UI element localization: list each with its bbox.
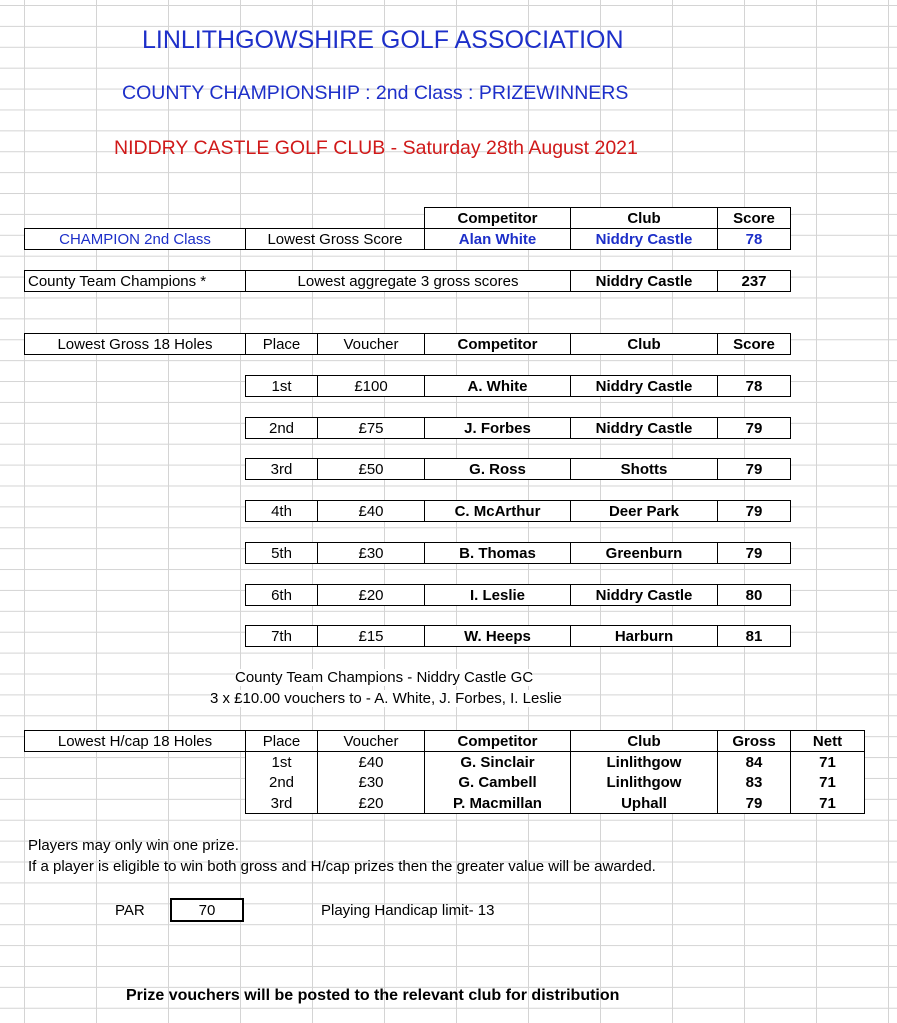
champion-score: 78 xyxy=(717,228,791,250)
hcap-voucher: £30 xyxy=(358,774,384,791)
hcap-gross: 84 xyxy=(745,753,763,771)
gross-club: Harburn xyxy=(570,625,718,647)
gross-competitor: I. Leslie xyxy=(424,584,571,606)
gross-club: Shotts xyxy=(570,458,718,480)
venue-date: NIDDRY CASTLE GOLF CLUB - Saturday 28th August 2021 xyxy=(114,137,638,159)
champion-header-club: Club xyxy=(570,207,718,229)
gross-score: 80 xyxy=(717,584,791,606)
gross-score: 78 xyxy=(717,375,791,397)
gross-table-label: Lowest Gross 18 Holes xyxy=(24,333,246,355)
gross-voucher: £30 xyxy=(317,542,425,564)
hcap-place: 1st xyxy=(271,753,292,771)
gross-voucher: £20 xyxy=(317,584,425,606)
hcap-club: Linlithgow xyxy=(606,774,682,791)
gross-competitor: W. Heeps xyxy=(424,625,571,647)
hcap-table-label: Lowest H/cap 18 Holes xyxy=(24,730,246,752)
footer-note: Prize vouchers will be posted to the relevant club for distribution xyxy=(126,987,620,1004)
gross-header-place: Place xyxy=(245,333,318,355)
gross-competitor: A. White xyxy=(424,375,571,397)
page-subtitle: COUNTY CHAMPIONSHIP : 2nd Class : PRIZEWINNERS xyxy=(122,82,629,104)
hcap-gross: 83 xyxy=(745,774,763,791)
gross-score: 79 xyxy=(717,417,791,439)
team-club: Niddry Castle xyxy=(570,270,718,292)
gross-voucher: £75 xyxy=(317,417,425,439)
gross-competitor: J. Forbes xyxy=(424,417,571,439)
gross-competitor: C. McArthur xyxy=(424,500,571,522)
hcap-place: 2nd xyxy=(268,774,295,791)
hcap-competitor: P. Macmillan xyxy=(453,794,542,812)
hcap-header-competitor: Competitor xyxy=(424,730,571,752)
gross-score: 79 xyxy=(717,458,791,480)
page-title: LINLITHGOWSHIRE GOLF ASSOCIATION xyxy=(142,26,624,54)
champion-header-competitor: Competitor xyxy=(424,207,571,229)
gross-club: Greenburn xyxy=(570,542,718,564)
team-category: Lowest aggregate 3 gross scores xyxy=(245,270,571,292)
gross-competitor: B. Thomas xyxy=(424,542,571,564)
team-champions-note: County Team Champions - Niddry Castle GC xyxy=(235,669,534,686)
gross-place: 5th xyxy=(245,542,318,564)
hcap-header-club: Club xyxy=(570,730,718,752)
gross-header-voucher: Voucher xyxy=(317,333,425,355)
gross-place: 2nd xyxy=(245,417,318,439)
hcap-competitor: G. Cambell xyxy=(458,774,537,791)
champion-category: Lowest Gross Score xyxy=(245,228,425,250)
par-label: PAR xyxy=(115,902,145,919)
gross-header-score: Score xyxy=(717,333,791,355)
gross-header-club: Club xyxy=(570,333,718,355)
gross-score: 79 xyxy=(717,542,791,564)
gross-club: Niddry Castle xyxy=(570,375,718,397)
champion-club: Niddry Castle xyxy=(570,228,718,250)
champion-competitor: Alan White xyxy=(424,228,571,250)
gross-score: 79 xyxy=(717,500,791,522)
hcap-nett: 71 xyxy=(819,753,836,771)
champion-label: CHAMPION 2nd Class xyxy=(24,228,246,250)
gross-place: 4th xyxy=(245,500,318,522)
gross-place: 7th xyxy=(245,625,318,647)
champion-header-score: Score xyxy=(717,207,791,229)
hcap-nett: 71 xyxy=(819,794,836,812)
hcap-header-gross: Gross xyxy=(717,730,791,752)
hcap-club: Linlithgow xyxy=(606,753,682,771)
hcap-header-nett: Nett xyxy=(790,730,865,752)
gross-header-competitor: Competitor xyxy=(424,333,571,355)
hcap-voucher: £40 xyxy=(358,753,384,771)
hcap-header-voucher: Voucher xyxy=(317,730,425,752)
team-score: 237 xyxy=(717,270,791,292)
team-label: County Team Champions * xyxy=(24,270,246,292)
team-voucher-note: 3 x £10.00 vouchers to - A. White, J. Forbes, I. Leslie xyxy=(210,690,562,707)
gross-place: 6th xyxy=(245,584,318,606)
par-value: 70 xyxy=(170,898,244,922)
hcap-voucher: £20 xyxy=(358,794,384,812)
handicap-limit: Playing Handicap limit- 13 xyxy=(321,902,495,919)
gross-voucher: £50 xyxy=(317,458,425,480)
gross-competitor: G. Ross xyxy=(424,458,571,480)
hcap-place: 3rd xyxy=(270,794,293,812)
gross-score: 81 xyxy=(717,625,791,647)
gross-club: Niddry Castle xyxy=(570,584,718,606)
gross-voucher: £15 xyxy=(317,625,425,647)
gross-place: 3rd xyxy=(245,458,318,480)
gross-club: Deer Park xyxy=(570,500,718,522)
hcap-gross: 79 xyxy=(745,794,763,812)
hcap-nett: 71 xyxy=(819,774,836,791)
gross-voucher: £100 xyxy=(317,375,425,397)
hcap-header-place: Place xyxy=(245,730,318,752)
rule-one-prize: Players may only win one prize. xyxy=(28,837,239,854)
gross-voucher: £40 xyxy=(317,500,425,522)
hcap-competitor: G. Sinclair xyxy=(460,753,535,771)
gross-place: 1st xyxy=(245,375,318,397)
gross-club: Niddry Castle xyxy=(570,417,718,439)
hcap-club: Uphall xyxy=(621,794,667,812)
rule-greater-value: If a player is eligible to win both gross and H/cap prizes then the greater value will be awarded. xyxy=(28,858,656,875)
